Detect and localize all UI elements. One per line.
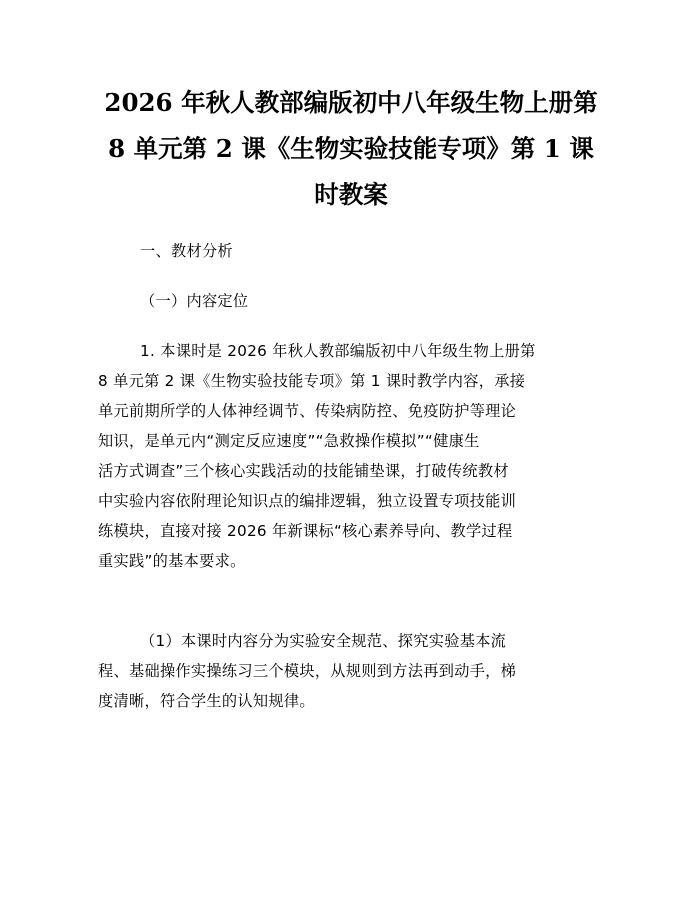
paragraph-line: 度清晰，符合学生的认知规律。 bbox=[98, 692, 315, 710]
subsection-heading: （一）内容定位 bbox=[140, 292, 249, 310]
paragraph-line: 知识，是单元内“测定反应速度”“急救操作模拟”“健康生 bbox=[98, 432, 480, 450]
paragraph-line: 1. 本课时是 2026 年秋人教部编版初中八年级生物上册第 bbox=[140, 342, 536, 360]
paragraph-line: 8 单元第 2 课《生物实验技能专项》第 1 课时教学内容，承接 bbox=[98, 372, 526, 390]
paragraph-module-structure bbox=[98, 626, 608, 716]
paragraph-line: （1）本课时内容分为实验安全规范、探究实验基本流 bbox=[140, 632, 507, 650]
paragraph-line: 活方式调查”三个核心实践活动的技能铺垫课，打破传统教材 bbox=[98, 462, 509, 480]
section-heading: 一、教材分析 bbox=[140, 242, 233, 260]
paragraph-line: 练模块，直接对接 2026 年新课标“核心素养导向、教学过程 bbox=[98, 522, 513, 540]
document-title bbox=[96, 80, 606, 218]
paragraph-line: 中实验内容依附理论知识点的编排逻辑，独立设置专项技能训 bbox=[98, 492, 517, 510]
paragraph-content-positioning bbox=[98, 336, 608, 576]
title-line-3: 时教案 bbox=[314, 180, 388, 209]
paragraph-line: 单元前期所学的人体神经调节、传染病防控、免疫防护等理论 bbox=[98, 402, 517, 420]
title-line-1: 2026 年秋人教部编版初中八年级生物上册第 bbox=[104, 88, 598, 117]
paragraph-line: 重实践”的基本要求。 bbox=[98, 552, 246, 570]
paragraph-line: 程、基础操作实操练习三个模块，从规则到方法再到动手，梯 bbox=[98, 662, 517, 680]
title-line-2: 8 单元第 2 课《生物实验技能专项》第 1 课 bbox=[108, 134, 594, 163]
